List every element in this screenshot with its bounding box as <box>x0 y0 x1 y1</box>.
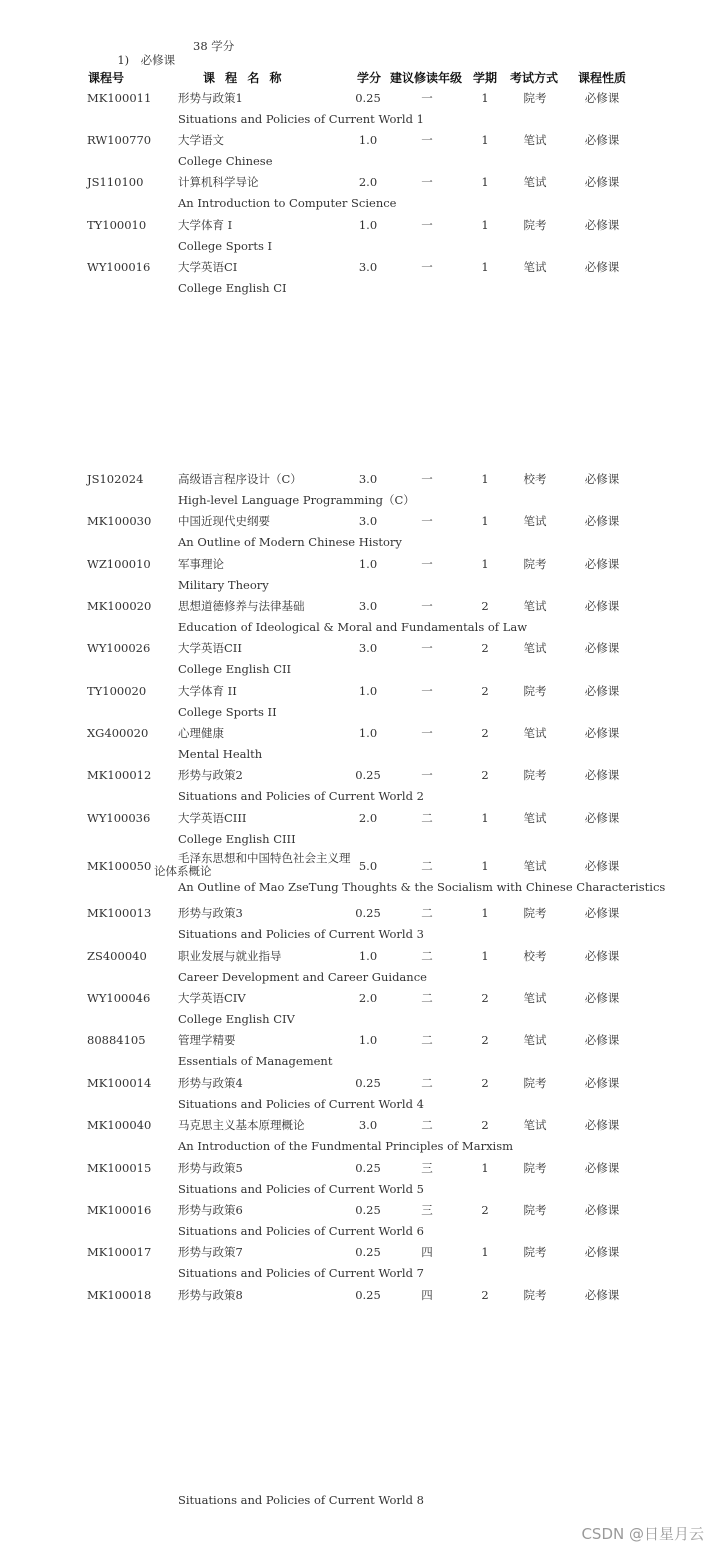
cell-name: 计算机科学导论 <box>178 175 259 189</box>
cell-english-name: College English CI <box>178 281 287 295</box>
table-row <box>0 218 720 260</box>
cell-name: 形势与政策2 <box>178 768 243 782</box>
cell-exam: 笔试 <box>523 133 547 147</box>
cell-year: 二 <box>421 859 433 873</box>
cell-code: MK100017 <box>87 1245 152 1259</box>
cell-english-name: High-level Language Programming（C） <box>178 493 415 507</box>
cell-english-name: Situations and Policies of Current World 4 <box>178 1097 424 1111</box>
cell-code: MK100011 <box>87 91 152 105</box>
cell-exam: 院考 <box>523 1245 547 1259</box>
cell-type: 必修课 <box>584 641 620 655</box>
cell-exam: 笔试 <box>523 641 547 655</box>
cell-year: 一 <box>421 514 433 528</box>
cell-english-name: College Sports I <box>178 239 273 253</box>
cell-year: 二 <box>421 811 433 825</box>
cell-type: 必修课 <box>584 218 620 232</box>
cell-exam: 院考 <box>523 684 547 698</box>
cell-year: 三 <box>421 1203 433 1217</box>
cell-english-name: An Introduction of the Fundmental Principles of Marxism <box>178 1139 514 1153</box>
table-row <box>0 1288 720 1330</box>
cell-english-name: Situations and Policies of Current World 5 <box>178 1182 424 1196</box>
table-row <box>0 1161 720 1203</box>
cell-term: 2 <box>481 1033 489 1047</box>
cell-year: 一 <box>421 726 433 740</box>
cell-name: 形势与政策8 <box>178 1288 243 1302</box>
cell-year: 一 <box>421 768 433 782</box>
cell-type: 必修课 <box>584 91 620 105</box>
cell-credit: 3.0 <box>358 472 378 486</box>
cell-year: 二 <box>421 991 433 1005</box>
cell-credit: 5.0 <box>358 859 378 873</box>
cell-exam: 院考 <box>523 906 547 920</box>
cell-name: 大学英语CIV <box>178 991 246 1005</box>
cell-year: 一 <box>421 260 433 274</box>
table-row <box>0 811 720 853</box>
cell-year: 三 <box>421 1161 433 1175</box>
header-credit: 学分 <box>357 71 382 85</box>
cell-english-name: College English CIV <box>178 1012 295 1026</box>
cell-credit: 3.0 <box>358 599 378 613</box>
table-row <box>0 599 720 641</box>
table-row <box>0 1118 720 1160</box>
cell-term: 1 <box>481 175 489 189</box>
cell-name: 管理学精要 <box>178 1033 236 1047</box>
cell-term: 2 <box>481 991 489 1005</box>
cell-english-name: An Introduction to Computer Science <box>178 196 397 210</box>
cell-exam: 笔试 <box>523 859 547 873</box>
cell-english-name: Situations and Policies of Current World 2 <box>178 789 424 803</box>
cell-credit: 0.25 <box>355 1076 381 1090</box>
cell-code: TY100020 <box>87 684 147 698</box>
cell-type: 必修课 <box>584 949 620 963</box>
cell-name: 心理健康 <box>178 726 224 740</box>
cell-credit: 1.0 <box>358 684 378 698</box>
cell-credit: 2.0 <box>358 811 378 825</box>
cell-code: WY100036 <box>87 811 151 825</box>
cell-code: MK100018 <box>87 1288 152 1302</box>
cell-type: 必修课 <box>584 811 620 825</box>
cell-exam: 校考 <box>523 472 547 486</box>
cell-code: MK100020 <box>87 599 152 613</box>
table-row <box>0 175 720 217</box>
cell-english-name: Situations and Policies of Current World 3 <box>178 927 424 941</box>
cell-english-name: College English CIII <box>178 832 296 846</box>
cell-credit: 3.0 <box>358 260 378 274</box>
cell-exam: 笔试 <box>523 599 547 613</box>
cell-type: 必修课 <box>584 260 620 274</box>
cell-code: ZS400040 <box>87 949 147 963</box>
header-term: 学期 <box>473 71 498 85</box>
cell-type: 必修课 <box>584 472 620 486</box>
table-row <box>0 514 720 556</box>
cell-credit: 3.0 <box>358 514 378 528</box>
cell-credit: 0.25 <box>355 1203 381 1217</box>
cell-name: 毛泽东思想和中国特色社会主义理论体系概论 <box>154 851 351 878</box>
section-credits: 38 学分 <box>193 39 235 53</box>
header-year: 建议修读年级 <box>390 71 463 85</box>
cell-code: WY100046 <box>87 991 151 1005</box>
cell-name: 马克思主义基本原理概论 <box>178 1118 305 1132</box>
cell-term: 2 <box>481 1076 489 1090</box>
cell-code: MK100012 <box>87 768 152 782</box>
cell-type: 必修课 <box>584 1118 620 1132</box>
cell-name: 大学英语CI <box>178 260 238 274</box>
cell-type: 必修课 <box>584 1033 620 1047</box>
cell-credit: 1.0 <box>358 949 378 963</box>
cell-term: 1 <box>481 906 489 920</box>
table-row <box>0 91 720 133</box>
cell-name: 思想道德修养与法律基础 <box>178 599 305 613</box>
cell-type: 必修课 <box>584 133 620 147</box>
cell-exam: 院考 <box>523 1161 547 1175</box>
cell-code: TY100010 <box>87 218 147 232</box>
watermark: CSDN @日星月云 <box>581 1525 704 1543</box>
cell-name: 形势与政策3 <box>178 906 243 920</box>
cell-term: 2 <box>481 1203 489 1217</box>
cell-code: MK100016 <box>87 1203 152 1217</box>
cell-term: 2 <box>481 599 489 613</box>
cell-code: XG400020 <box>87 726 149 740</box>
cell-term: 1 <box>481 260 489 274</box>
cell-credit: 0.25 <box>355 1288 381 1302</box>
cell-code: WZ100010 <box>87 557 151 571</box>
table-row <box>0 472 720 514</box>
cell-type: 必修课 <box>584 1076 620 1090</box>
cell-type: 必修课 <box>584 1203 620 1217</box>
cell-code: RW100770 <box>87 133 152 147</box>
cell-exam: 院考 <box>523 768 547 782</box>
cell-english-name: College Chinese <box>178 154 273 168</box>
cell-type: 必修课 <box>584 1245 620 1259</box>
cell-year: 一 <box>421 557 433 571</box>
cell-exam: 笔试 <box>523 175 547 189</box>
cell-name: 形势与政策7 <box>178 1245 243 1259</box>
cell-type: 必修课 <box>584 859 620 873</box>
cell-credit: 1.0 <box>358 133 378 147</box>
cell-code: MK100013 <box>87 906 152 920</box>
table-row <box>0 991 720 1033</box>
table-row <box>0 949 720 991</box>
cell-year: 四 <box>421 1245 433 1259</box>
cell-name: 形势与政策5 <box>178 1161 243 1175</box>
table-row <box>0 1076 720 1118</box>
table-row <box>0 641 720 683</box>
table-row <box>0 684 720 726</box>
cell-type: 必修课 <box>584 1161 620 1175</box>
cell-term: 2 <box>481 641 489 655</box>
cell-type: 必修课 <box>584 514 620 528</box>
cell-code: WY100026 <box>87 641 151 655</box>
cell-exam: 院考 <box>523 218 547 232</box>
cell-name: 大学体育 II <box>178 684 237 698</box>
cell-exam: 校考 <box>523 949 547 963</box>
cell-year: 一 <box>421 599 433 613</box>
trailing-english-name: Situations and Policies of Current World 8 <box>178 1493 424 1507</box>
table-row <box>0 851 720 901</box>
cell-year: 二 <box>421 1076 433 1090</box>
cell-term: 2 <box>481 1288 489 1302</box>
cell-credit: 0.25 <box>355 91 381 105</box>
cell-type: 必修课 <box>584 726 620 740</box>
cell-name: 职业发展与就业指导 <box>178 949 282 963</box>
cell-exam: 笔试 <box>523 1118 547 1132</box>
cell-type: 必修课 <box>584 991 620 1005</box>
cell-english-name: Situations and Policies of Current World 7 <box>178 1266 424 1280</box>
cell-exam: 笔试 <box>523 811 547 825</box>
cell-term: 1 <box>481 557 489 571</box>
table-row <box>0 557 720 599</box>
cell-code: MK100014 <box>87 1076 152 1090</box>
cell-year: 二 <box>421 1033 433 1047</box>
cell-credit: 0.25 <box>355 906 381 920</box>
cell-type: 必修课 <box>584 599 620 613</box>
cell-year: 一 <box>421 175 433 189</box>
cell-term: 1 <box>481 472 489 486</box>
cell-credit: 0.25 <box>355 1161 381 1175</box>
cell-type: 必修课 <box>584 557 620 571</box>
cell-exam: 院考 <box>523 557 547 571</box>
cell-exam: 院考 <box>523 1203 547 1217</box>
cell-english-name: Essentials of Management <box>178 1054 333 1068</box>
cell-year: 一 <box>421 91 433 105</box>
cell-term: 2 <box>481 768 489 782</box>
cell-year: 一 <box>421 218 433 232</box>
cell-code: MK100015 <box>87 1161 152 1175</box>
cell-exam: 笔试 <box>523 514 547 528</box>
cell-term: 1 <box>481 1245 489 1259</box>
cell-exam: 笔试 <box>523 260 547 274</box>
table-row <box>0 133 720 175</box>
table-row <box>0 726 720 768</box>
cell-credit: 0.25 <box>355 1245 381 1259</box>
cell-exam: 院考 <box>523 1288 547 1302</box>
cell-code: MK100040 <box>87 1118 152 1132</box>
cell-english-name: Situations and Policies of Current World 1 <box>178 112 424 126</box>
cell-term: 1 <box>481 811 489 825</box>
cell-term: 1 <box>481 514 489 528</box>
cell-term: 1 <box>481 91 489 105</box>
cell-type: 必修课 <box>584 906 620 920</box>
cell-type: 必修课 <box>584 1288 620 1302</box>
header-code: 课程号 <box>88 71 125 85</box>
cell-credit: 1.0 <box>358 557 378 571</box>
section-label: 1) 必修课 <box>117 53 176 67</box>
cell-term: 2 <box>481 726 489 740</box>
cell-english-name: Mental Health <box>178 747 263 761</box>
cell-name: 军事理论 <box>178 557 224 571</box>
cell-credit: 3.0 <box>358 641 378 655</box>
cell-year: 二 <box>421 1118 433 1132</box>
cell-name: 中国近现代史纲要 <box>178 514 270 528</box>
cell-english-name: Military Theory <box>178 578 269 592</box>
table-row <box>0 768 720 810</box>
cell-credit: 1.0 <box>358 218 378 232</box>
cell-year: 一 <box>421 472 433 486</box>
cell-credit: 1.0 <box>358 726 378 740</box>
cell-type: 必修课 <box>584 684 620 698</box>
cell-name: 大学英语CIII <box>178 811 247 825</box>
cell-type: 必修课 <box>584 768 620 782</box>
cell-year: 一 <box>421 641 433 655</box>
header-name: 课 程 名 称 <box>203 71 285 85</box>
cell-exam: 笔试 <box>523 1033 547 1047</box>
cell-exam: 笔试 <box>523 726 547 740</box>
cell-english-name: Career Development and Career Guidance <box>178 970 427 984</box>
cell-code: JS110100 <box>87 175 144 189</box>
cell-year: 一 <box>421 684 433 698</box>
cell-code: JS102024 <box>87 472 144 486</box>
cell-term: 1 <box>481 859 489 873</box>
cell-credit: 1.0 <box>358 1033 378 1047</box>
cell-code: 80884105 <box>87 1033 146 1047</box>
cell-exam: 院考 <box>523 1076 547 1090</box>
cell-term: 1 <box>481 949 489 963</box>
cell-name: 大学语文 <box>178 133 224 147</box>
table-row <box>0 1203 720 1245</box>
cell-exam: 院考 <box>523 91 547 105</box>
table-row <box>0 1033 720 1075</box>
cell-term: 1 <box>481 133 489 147</box>
cell-name: 形势与政策4 <box>178 1076 243 1090</box>
cell-year: 二 <box>421 906 433 920</box>
cell-term: 2 <box>481 684 489 698</box>
cell-code: WY100016 <box>87 260 151 274</box>
cell-english-name: An Outline of Mao ZseTung Thoughts & the Socialism with Chinese Characteristics <box>178 880 666 894</box>
cell-term: 2 <box>481 1118 489 1132</box>
cell-code: MK100030 <box>87 514 152 528</box>
cell-name: 大学英语CII <box>178 641 242 655</box>
cell-exam: 笔试 <box>523 991 547 1005</box>
cell-year: 二 <box>421 949 433 963</box>
header-exam: 考试方式 <box>510 71 559 85</box>
cell-code: MK100050 <box>87 859 152 873</box>
header-type: 课程性质 <box>578 71 627 85</box>
cell-english-name: Education of Ideological & Moral and Fundamentals of Law <box>178 620 528 634</box>
table-row <box>0 260 720 302</box>
cell-name: 大学体育 I <box>178 218 233 232</box>
cell-term: 1 <box>481 1161 489 1175</box>
cell-name: 高级语言程序设计（C） <box>178 472 302 486</box>
cell-credit: 3.0 <box>358 1118 378 1132</box>
cell-english-name: College English CII <box>178 662 292 676</box>
cell-credit: 2.0 <box>358 991 378 1005</box>
cell-name: 形势与政策1 <box>178 91 243 105</box>
table-row <box>0 906 720 948</box>
cell-year: 四 <box>421 1288 433 1302</box>
cell-name: 形势与政策6 <box>178 1203 243 1217</box>
cell-credit: 2.0 <box>358 175 378 189</box>
cell-credit: 0.25 <box>355 768 381 782</box>
cell-term: 1 <box>481 218 489 232</box>
cell-english-name: Situations and Policies of Current World 6 <box>178 1224 424 1238</box>
cell-year: 一 <box>421 133 433 147</box>
cell-type: 必修课 <box>584 175 620 189</box>
table-row <box>0 1245 720 1287</box>
cell-english-name: An Outline of Modern Chinese History <box>178 535 402 549</box>
cell-english-name: College Sports II <box>178 705 277 719</box>
